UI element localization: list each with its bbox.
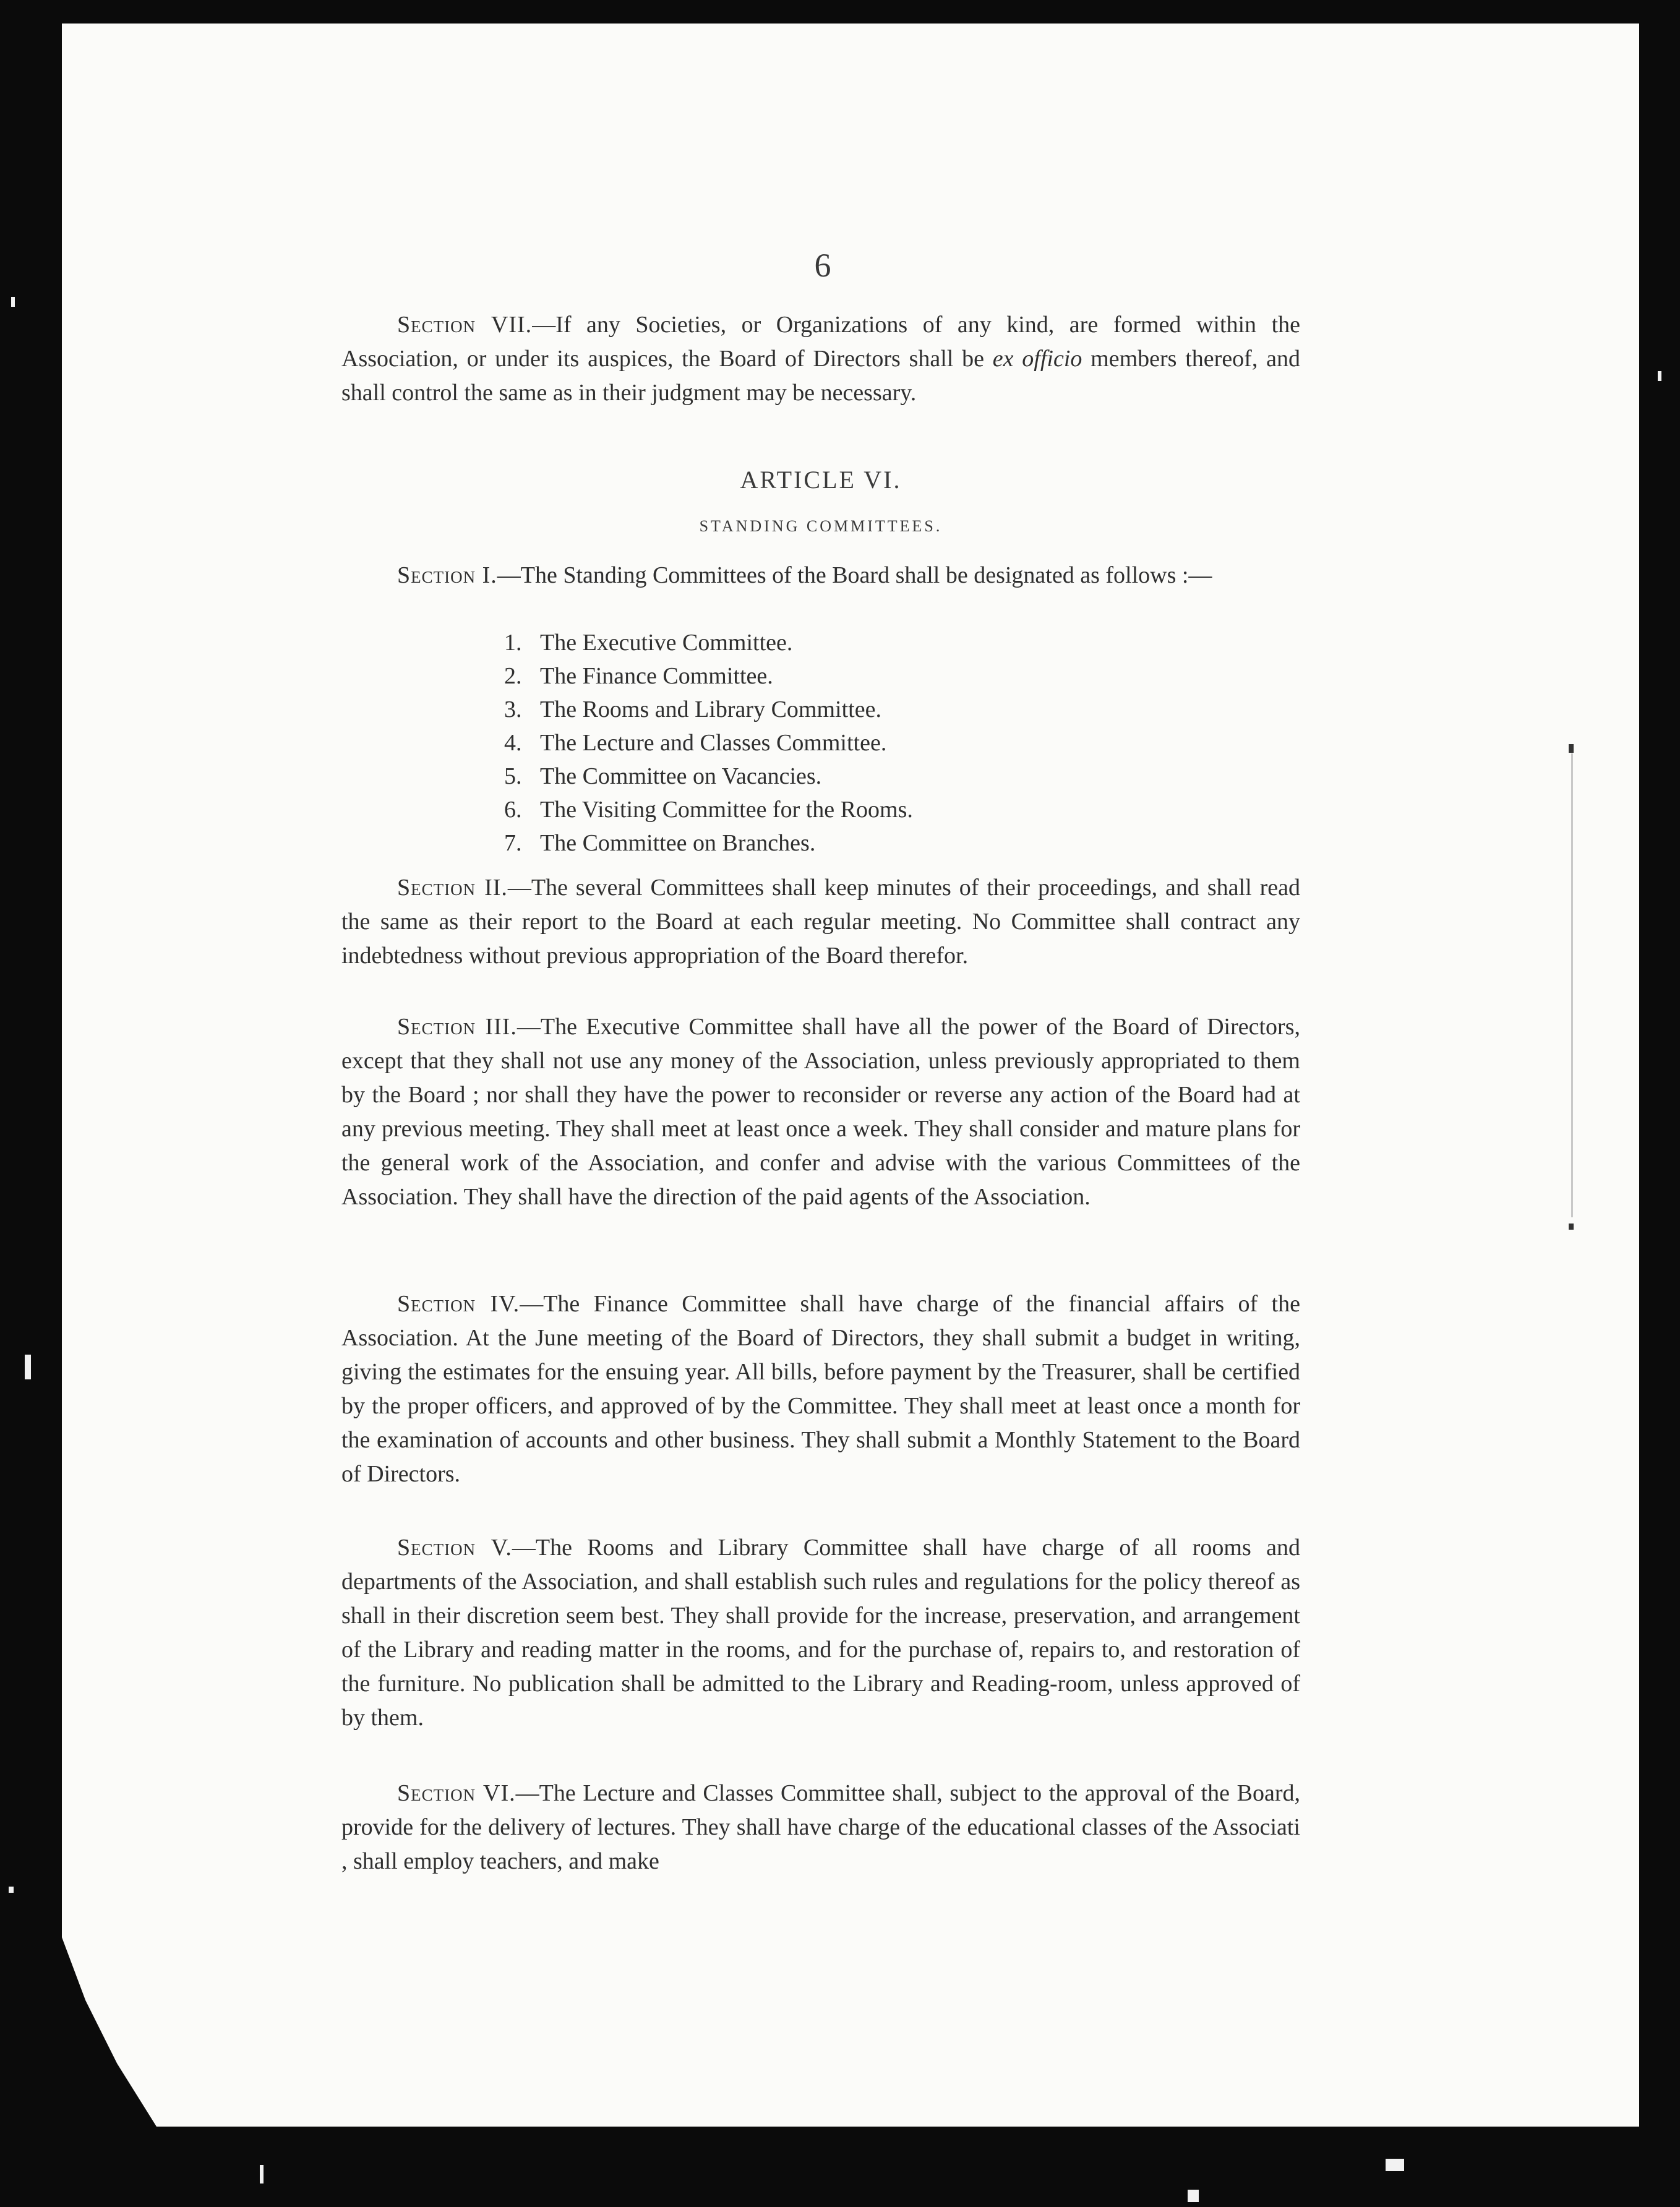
list-item bbox=[504, 659, 913, 693]
section-text: —The Rooms and Library Committee shall have charge of all rooms and departments of the Association, and shall establish such rules and regulations for the policy thereof as shall in their discretion seem best. They shall provide for the increase, preservation, and arrangement of the Library and reading matter in the rooms, and for the purchase of, repairs to, and restoration of the furniture. No publication shall be admitted to the Library and Reading-room, unless approved of by them. bbox=[341, 1535, 1300, 1731]
section-label: Section V. bbox=[397, 1535, 512, 1561]
section-label: Section IV. bbox=[397, 1291, 520, 1317]
section-label: Section VI. bbox=[397, 1780, 516, 1806]
list-text: The Visiting Committee for the Rooms. bbox=[540, 797, 913, 823]
section-iii-paragraph bbox=[341, 1010, 1300, 1214]
list-item bbox=[504, 826, 913, 860]
article-subheading: STANDING COMMITTEES. bbox=[699, 517, 943, 535]
section-label: Section III. bbox=[397, 1014, 517, 1040]
list-number: 1. bbox=[504, 630, 522, 656]
list-number: 6. bbox=[504, 797, 522, 823]
section-iv-paragraph bbox=[341, 1287, 1300, 1491]
fold-mark bbox=[1569, 1223, 1574, 1230]
page-fold-line bbox=[1571, 753, 1573, 1217]
scan-speck bbox=[9, 1887, 14, 1893]
list-item bbox=[504, 793, 913, 826]
list-text: The Rooms and Library Committee. bbox=[540, 696, 881, 722]
list-number: 7. bbox=[504, 830, 522, 856]
section-v-paragraph bbox=[341, 1531, 1300, 1735]
section-i-paragraph bbox=[341, 559, 1300, 593]
list-number: 5. bbox=[504, 763, 522, 789]
section-vii-paragraph bbox=[341, 308, 1300, 410]
committee-list bbox=[504, 626, 913, 860]
section-text: —The Executive Committee shall have all the power of the Board of Directors, except that they shall not use any money of the Association, unless previously appropriated to them by the Board ; nor shall they have the power to reconsider or reverse any action of the Board had at any previous meeting. They shall meet at least once a week. They shall consider and mature plans for the general work of the Association, and confer and advise with the various Committees of the Association. They shall have the direction of the paid agents of the Association. bbox=[341, 1014, 1300, 1210]
section-text: —The several Committees shall keep minutes of their proceedings, and shall read the same as their report to the Board at each regular meeting. No Committee shall contract any indebtedness without previous appropriation of the Board therefor. bbox=[341, 875, 1300, 969]
italic-phrase: ex officio bbox=[992, 346, 1082, 372]
section-text: —The Lecture and Classes Committee shall, subject to the approval of the Board, provide for the delivery of lectures. They shall have charge of the educational classes of the Associati , shall employ teachers, and make bbox=[341, 1780, 1301, 1874]
list-item bbox=[504, 760, 913, 793]
section-text: —If any Societies, or Organizations of any kind, are formed within the Association, or under its auspices, the Board of Directors shall be bbox=[341, 312, 1300, 372]
scan-speck bbox=[1188, 2190, 1199, 2202]
section-label: Section VII. bbox=[397, 312, 533, 338]
section-text: —The Finance Committee shall have charge of the financial affairs of the Association. At the June meeting of the Board of Directors, they shall submit a budget in writing, giving the estimates for the ensuing year. All bills, before payment by the Treasurer, shall be certified by the proper officers, and approved of by the Committee. They shall meet at least once a month for the examination of accounts and other business. They shall submit a Monthly Statement to the Board of Directors. bbox=[341, 1291, 1300, 1487]
fold-mark bbox=[1569, 744, 1574, 753]
list-item bbox=[504, 726, 913, 760]
list-number: 3. bbox=[504, 696, 522, 722]
section-ii-paragraph bbox=[341, 871, 1300, 973]
list-text: The Committee on Vacancies. bbox=[540, 763, 822, 789]
list-text: The Lecture and Classes Committee. bbox=[540, 730, 887, 756]
scan-speck bbox=[260, 2165, 264, 2183]
scan-speck bbox=[25, 1355, 31, 1379]
page-number: 6 bbox=[814, 247, 831, 284]
list-text: The Finance Committee. bbox=[540, 663, 773, 689]
section-text-end: members thereof, and shall control the same as in their judgment may be necessary. bbox=[341, 346, 1300, 406]
section-text: —The Standing Committees of the Board shall be designated as follows :— bbox=[497, 562, 1212, 588]
list-number: 2. bbox=[504, 663, 522, 689]
list-item bbox=[504, 693, 913, 726]
scan-speck bbox=[11, 297, 15, 307]
list-number: 4. bbox=[504, 730, 522, 756]
list-text: The Committee on Branches. bbox=[540, 830, 816, 856]
scan-speck bbox=[1658, 371, 1661, 381]
section-vi-paragraph bbox=[341, 1776, 1300, 1879]
section-label: Section I. bbox=[397, 562, 497, 588]
list-item bbox=[504, 626, 913, 659]
scan-speck bbox=[1386, 2159, 1404, 2171]
section-label: Section II. bbox=[397, 875, 508, 901]
article-heading: ARTICLE VI. bbox=[740, 466, 902, 494]
list-text: The Executive Committee. bbox=[540, 630, 793, 656]
